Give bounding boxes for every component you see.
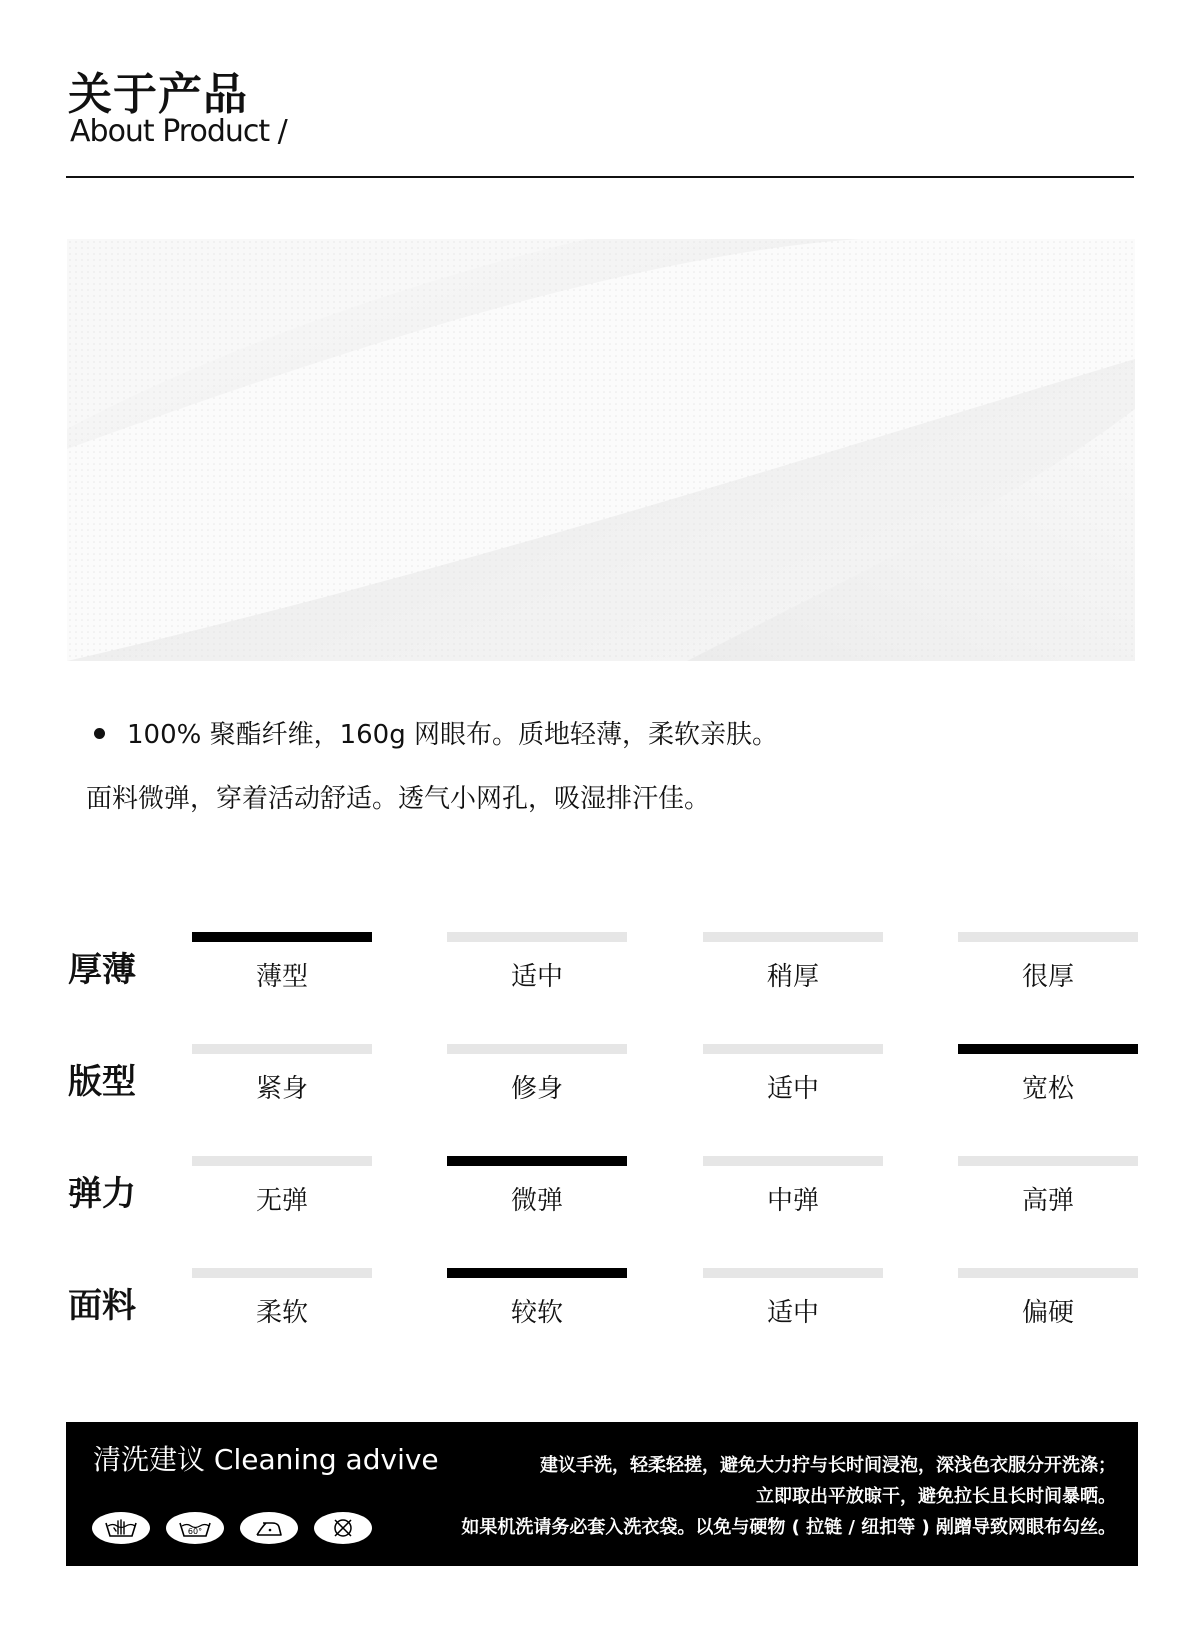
attr-option: 高弹 (958, 1156, 1138, 1217)
attr-row-thickness (0, 932, 1200, 1022)
fabric-closeup-image (67, 239, 1135, 661)
indicator-bar (192, 1156, 372, 1166)
indicator-bar (703, 932, 883, 942)
attr-row-fit (0, 1044, 1200, 1134)
attr-row-elasticity (0, 1156, 1200, 1246)
indicator-bar (447, 1044, 627, 1054)
attr-label: 版型 (68, 1062, 136, 1102)
indicator-bar (192, 1268, 372, 1278)
attr-option: 较软 (447, 1268, 627, 1329)
attr-option: 薄型 (192, 932, 372, 993)
description-bullet: 100% 聚酯纤维，160g 网眼布。质地轻薄，柔软亲肤。 (94, 714, 778, 751)
attr-option: 偏硬 (958, 1268, 1138, 1329)
header-divider (66, 176, 1134, 178)
indicator-bar (703, 1044, 883, 1054)
indicator-bar (703, 1156, 883, 1166)
page-title: 关于产品 (68, 69, 248, 120)
attr-option: 稍厚 (703, 932, 883, 993)
attr-option: 适中 (447, 932, 627, 993)
attr-label: 厚薄 (68, 950, 136, 990)
indicator-bar (703, 1268, 883, 1278)
indicator-bar (958, 1044, 1138, 1054)
cleaning-title: 清洗建议 Cleaning advive (93, 1443, 439, 1476)
attr-option: 无弹 (192, 1156, 372, 1217)
indicator-bar (192, 932, 372, 942)
wash-60-icon (166, 1512, 224, 1544)
attr-option: 修身 (447, 1044, 627, 1105)
attr-label: 面料 (68, 1286, 136, 1326)
iron-icon (240, 1512, 298, 1544)
attr-option: 微弹 (447, 1156, 627, 1217)
attr-option: 很厚 (958, 932, 1138, 993)
indicator-bar (958, 1268, 1138, 1278)
attr-option: 紧身 (192, 1044, 372, 1105)
attr-option: 适中 (703, 1044, 883, 1105)
page-subtitle: About Product / (70, 114, 287, 149)
indicator-bar (447, 932, 627, 942)
indicator-bar (958, 1156, 1138, 1166)
indicator-bar (192, 1044, 372, 1054)
attr-option: 柔软 (192, 1268, 372, 1329)
hand-wash-icon (92, 1512, 150, 1544)
cleaning-instructions: 建议手洗，轻柔轻搓，避免大力拧与长时间浸泡，深浅色衣服分开洗涤； 立即取出平放晾干，避免拉长且长时间暴晒。 如果机洗请务必套入洗衣袋。以免与硬物 ( 拉链 / 纽扣等 ) 剐蹭导致网眼布勾丝。 (461, 1455, 1116, 1538)
attr-option: 适中 (703, 1268, 883, 1329)
indicator-bar (958, 932, 1138, 942)
wash-temp-label: 60° (187, 1527, 203, 1536)
attr-option: 宽松 (958, 1044, 1138, 1105)
indicator-bar (447, 1268, 627, 1278)
attr-label: 弹力 (68, 1174, 136, 1214)
care-icons (92, 1512, 372, 1544)
fabric-texture (67, 239, 1135, 661)
no-tumble-dry-icon (314, 1512, 372, 1544)
bullet-dot-icon (94, 728, 105, 739)
description-line: 面料微弹，穿着活动舒适。透气小网孔，吸湿排汗佳。 (86, 784, 711, 814)
indicator-bar (447, 1156, 627, 1166)
cleaning-advice-panel (66, 1422, 1138, 1566)
attr-option: 中弹 (703, 1156, 883, 1217)
attr-row-fabric (0, 1268, 1200, 1358)
